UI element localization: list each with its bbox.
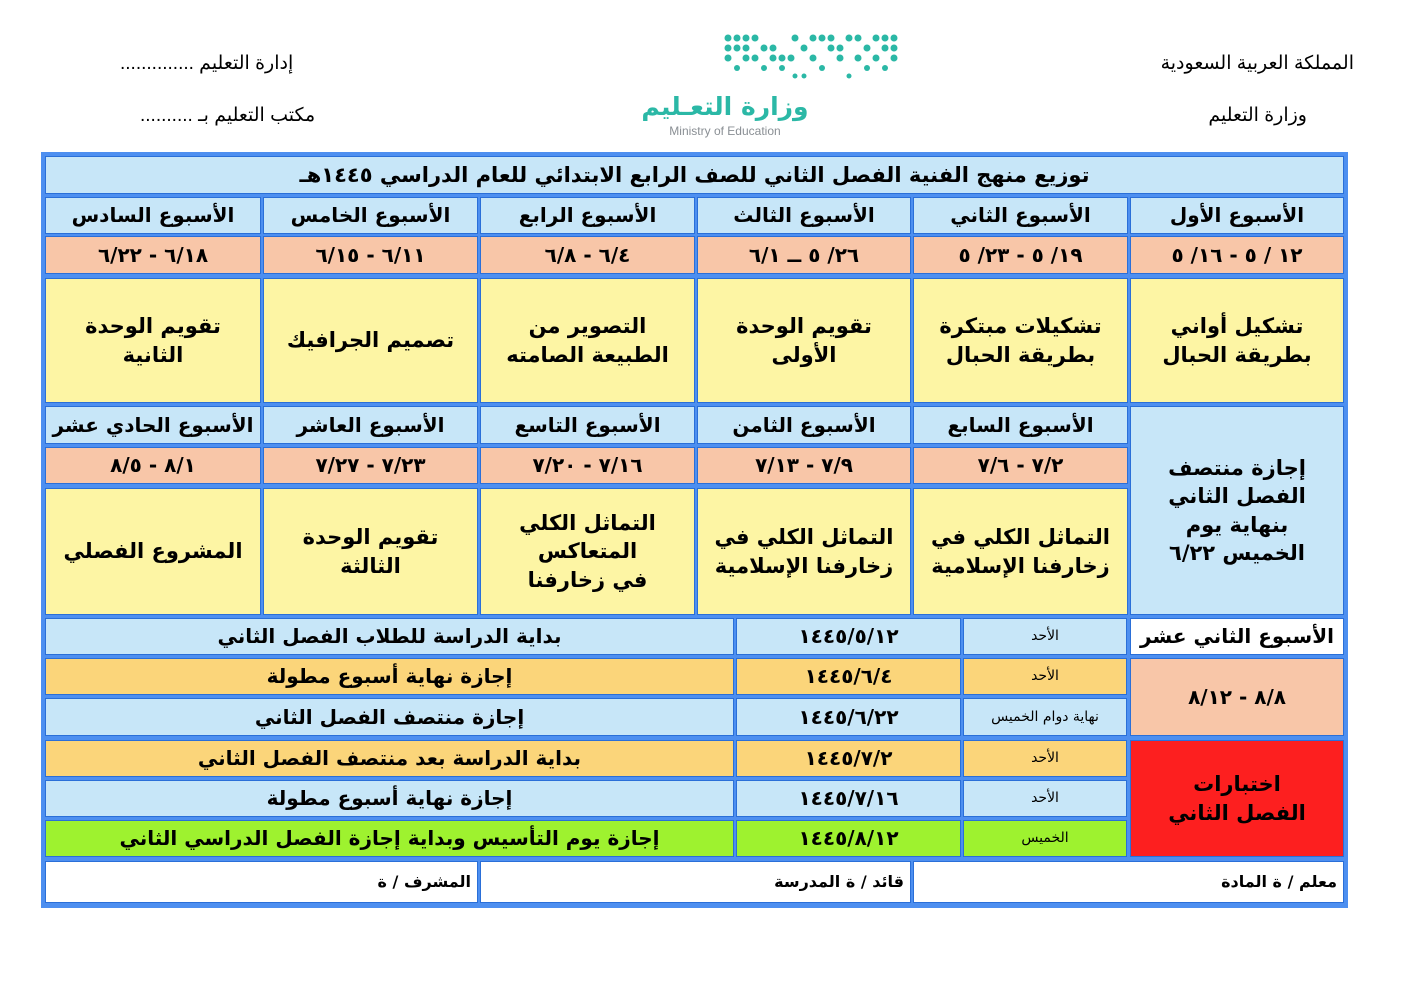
week-topic: تقويم الوحدة الثانية (45, 278, 261, 403)
event-date: ١٤٤٥/٦/٤ (736, 658, 961, 695)
event-day: نهاية دوام الخميس (963, 698, 1127, 736)
event-day: الأحد (963, 618, 1127, 655)
week-topic: تصميم الجرافيك (263, 278, 478, 403)
logo-arabic-text: وزارة التعـليم (641, 92, 809, 121)
week-header: الأسبوع السادس (45, 197, 261, 234)
week-dates: ٧/٢٣ - ٧/٢٧ (263, 447, 478, 484)
week-dates: ٨/١ - ٨/٥ (45, 447, 261, 484)
week-topic: تقويم الوحدة الأولى (697, 278, 911, 403)
week-topic: تشكيل أواني بطريقة الحبال (1130, 278, 1344, 403)
week-header: الأسبوع الخامس (263, 197, 478, 234)
week-header: الأسبوع الثامن (697, 406, 911, 444)
week-header: الأسبوع الثاني عشر (1130, 618, 1344, 655)
week-header: الأسبوع العاشر (263, 406, 478, 444)
week-topic: التماثل الكلي المتعاكس في زخارفنا (480, 488, 695, 615)
week-header: الأسبوع الثالث (697, 197, 911, 234)
week-dates: ٦/١١ - ٦/١٥ (263, 236, 478, 274)
exams-cell: اختبارات الفصل الثاني (1130, 740, 1344, 857)
week-header: الأسبوع الثاني (913, 197, 1128, 234)
header-ministry: وزارة التعليم (1208, 105, 1307, 126)
week-dates: ٧/٢ - ٧/٦ (913, 447, 1128, 484)
week-dates: ٧/١٦ - ٧/٢٠ (480, 447, 695, 484)
event-day: الأحد (963, 780, 1127, 817)
signature-teacher: معلم / ة المادة (913, 861, 1344, 903)
event-description: بداية الدراسة للطلاب الفصل الثاني (45, 618, 734, 655)
event-day: الخميس (963, 820, 1127, 857)
week-header: الأسبوع السابع (913, 406, 1128, 444)
week-header: الأسبوع الرابع (480, 197, 695, 234)
week-dates: ٦/٤ - ٦/٨ (480, 236, 695, 274)
logo-english-text: Ministry of Education (669, 124, 781, 138)
week-header: الأسبوع التاسع (480, 406, 695, 444)
week-topic: التماثل الكلي في زخارفنا الإسلامية (913, 488, 1128, 615)
event-day: الأحد (963, 658, 1127, 695)
midterm-break-cell: إجازة منتصف الفصل الثاني بنهاية يوم الخميس ٦/٢٢ (1130, 406, 1344, 615)
event-description: بداية الدراسة بعد منتصف الفصل الثاني (45, 740, 734, 777)
week-header: الأسبوع الأول (1130, 197, 1344, 234)
event-description: إجازة نهاية أسبوع مطولة (45, 658, 734, 695)
week-dates: ٢٦/ ٥ ــ ٦/١ (697, 236, 911, 274)
event-description: إجازة يوم التأسيس وبداية إجازة الفصل الدراسي الثاني (45, 820, 734, 857)
header-education-admin: إدارة التعليم .............. (120, 53, 294, 74)
event-date: ١٤٤٥/٨/١٢ (736, 820, 961, 857)
event-date: ١٤٤٥/٧/١٦ (736, 780, 961, 817)
week-topic: المشروع الفصلي (45, 488, 261, 615)
table-title: توزيع منهج الفنية الفصل الثاني للصف الرابع الابتدائي للعام الدراسي ١٤٤٥هـ (45, 156, 1344, 194)
week-topic: التصوير من الطبيعة الصامته (480, 278, 695, 403)
signature-supervisor: المشرف / ة (45, 861, 478, 903)
week-topic: تشكيلات مبتكرة بطريقة الحبال (913, 278, 1128, 403)
signature-principal: قائد / ة المدرسة (480, 861, 911, 903)
header-education-office: مكتب التعليم بـ .......... (140, 105, 316, 126)
event-description: إجازة منتصف الفصل الثاني (45, 698, 734, 736)
event-description: إجازة نهاية أسبوع مطولة (45, 780, 734, 817)
week-topic: التماثل الكلي في زخارفنا الإسلامية (697, 488, 911, 615)
week-dates: ٦/١٨ - ٦/٢٢ (45, 236, 261, 274)
event-date: ١٤٤٥/٦/٢٢ (736, 698, 961, 736)
event-date: ١٤٤٥/٧/٢ (736, 740, 961, 777)
week-header: الأسبوع الحادي عشر (45, 406, 261, 444)
event-date: ١٤٤٥/٥/١٢ (736, 618, 961, 655)
week-dates: ١٢ / ٥ - ١٦/ ٥ (1130, 236, 1344, 274)
week-dates: ١٩/ ٥ - ٢٣/ ٥ (913, 236, 1128, 274)
week-dates: ٨/٨ - ٨/١٢ (1130, 658, 1344, 736)
week-topic: تقويم الوحدة الثالثة (263, 488, 478, 615)
week-dates: ٧/٩ - ٧/١٣ (697, 447, 911, 484)
header-country: المملكة العربية السعودية (1160, 53, 1354, 74)
event-day: الأحد (963, 740, 1127, 777)
